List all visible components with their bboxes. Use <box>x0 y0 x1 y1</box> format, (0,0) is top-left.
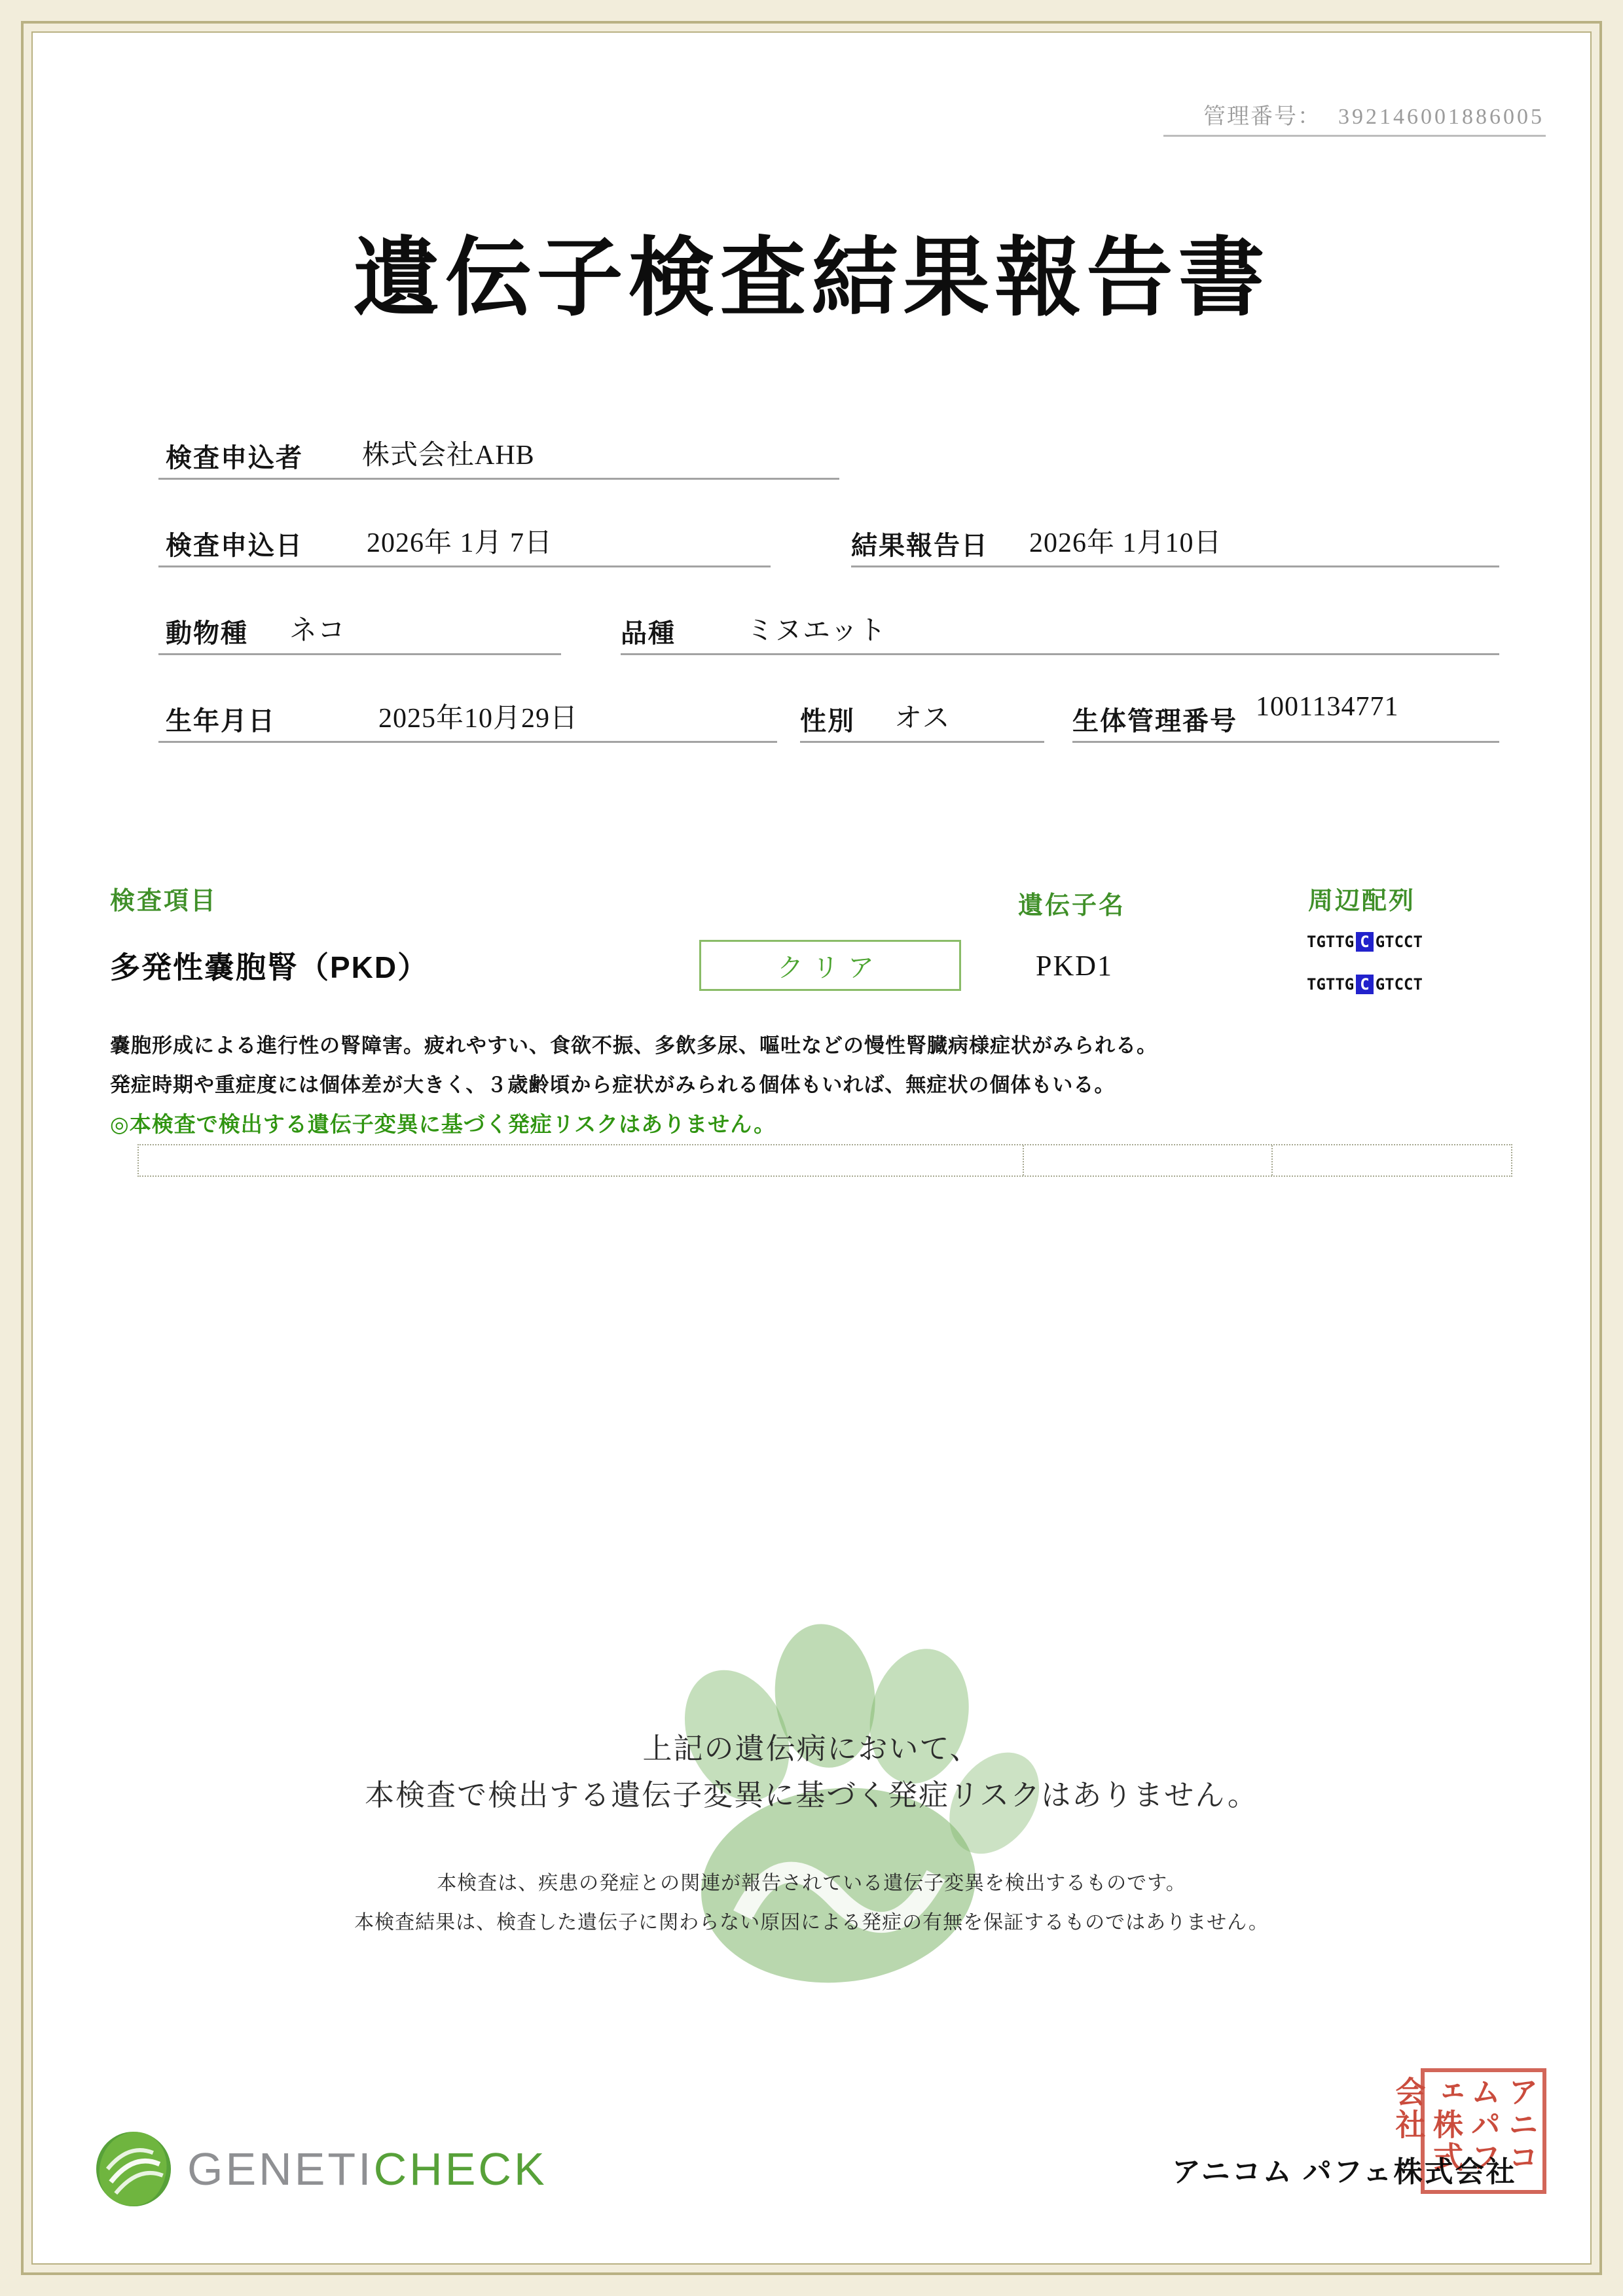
geneticheck-logo-icon <box>93 2128 174 2210</box>
applicant-underline <box>158 478 839 480</box>
company-name: アニコム パフェ株式会社 <box>1172 2156 1517 2188</box>
risk-note: ◎本検査で検出する遺伝子変異に基づく発症リスクはありません。 <box>110 1113 776 1137</box>
sequence-suffix: GTCCT <box>1375 975 1423 994</box>
report-date-value: 2026年 1月10日 <box>1029 528 1222 558</box>
birth-date-label: 生年月日 <box>166 706 276 736</box>
management-number-underline <box>1163 135 1546 137</box>
sequence-row-1 <box>1307 933 1423 951</box>
test-item-name: 多発性嚢胞腎（PKD） <box>110 950 429 984</box>
management-number <box>1203 98 1544 130</box>
summary-line-1: 上記の遺伝病において、 <box>642 1732 981 1765</box>
summary-line-2: 本検査で検出する遺伝子変異に基づく発症リスクはありません。 <box>365 1778 1258 1812</box>
applicant-value: 株式会社AHB <box>362 440 535 471</box>
species-underline <box>158 653 561 655</box>
report-date-label: 結果報告日 <box>851 531 989 560</box>
sequence-prefix: TGTTG <box>1307 933 1355 951</box>
summary-note-1: 本検査は、疾患の発症との関連が報告されている遺伝子変異を検出するものです。 <box>437 1873 1186 1894</box>
breed-underline <box>621 653 1499 655</box>
sequence-prefix: TGTTG <box>1307 975 1355 994</box>
disease-description-line-2: 発症時期や重症度には個体差が大きく、３歳齢頃から症状がみられる個体もいれば、無症状の個体もいる。 <box>110 1073 1116 1096</box>
species-label: 動物種 <box>166 619 248 648</box>
breed-value: ミヌエット <box>746 616 887 646</box>
species-value: ネコ <box>289 616 346 646</box>
sequence-suffix: GTCCT <box>1375 933 1423 951</box>
apply-date-value: 2026年 1月 7日 <box>367 528 553 558</box>
empty-row-divider-1 <box>1023 1145 1024 1175</box>
results-header-gene: 遺伝子名 <box>1018 892 1126 920</box>
apply-date-underline <box>158 565 771 567</box>
breed-label: 品種 <box>621 619 676 648</box>
disease-description-line-1: 嚢胞形成による進行性の腎障害。疲れやすい、食欲不振、多飲多尿、嘔吐などの慢性腎臓病様症状がみられる。 <box>110 1034 1158 1057</box>
sex-label: 性別 <box>800 706 855 736</box>
animal-id-label: 生体管理番号 <box>1072 706 1237 736</box>
applicant-label: 検査申込者 <box>166 443 303 473</box>
sequence-variant-highlight: C <box>1356 932 1373 952</box>
animal-id-underline <box>1072 741 1499 743</box>
company-seal-stamp: アニコムパフェ株式会社 <box>1421 2068 1546 2194</box>
results-header-item: 検査項目 <box>110 888 218 915</box>
logo-text-geneti: GENETI <box>187 2144 374 2195</box>
logo-text-check: CHECK <box>373 2144 547 2195</box>
summary-note-2: 本検査結果は、検査した遺伝子に関わらない原因による発症の有無を保証するものではありません。 <box>354 1912 1269 1933</box>
animal-id-value: 1001134771 <box>1256 692 1399 722</box>
birth-date-underline <box>158 741 777 743</box>
report-date-underline <box>851 565 1499 567</box>
management-number-value: 392146001886005 <box>1338 105 1544 129</box>
management-number-label: 管理番号： <box>1203 105 1321 129</box>
report-title: 遺伝子検査結果報告書 <box>353 230 1270 327</box>
gene-name: PKD1 <box>1036 950 1114 982</box>
geneticheck-logo-text <box>187 2143 547 2195</box>
sex-underline <box>800 741 1044 743</box>
empty-result-row <box>137 1144 1512 1177</box>
geneticheck-logo <box>93 2128 547 2210</box>
sequence-row-2 <box>1307 975 1423 994</box>
results-header-sequence: 周辺配列 <box>1308 888 1416 915</box>
result-status-badge <box>699 940 961 991</box>
apply-date-label: 検査申込日 <box>166 531 303 560</box>
empty-row-divider-2 <box>1271 1145 1273 1175</box>
birth-date-value: 2025年10月29日 <box>378 704 579 734</box>
sex-value: オス <box>894 704 951 734</box>
sequence-variant-highlight: C <box>1356 975 1373 994</box>
result-status-label: クリア <box>777 953 883 982</box>
